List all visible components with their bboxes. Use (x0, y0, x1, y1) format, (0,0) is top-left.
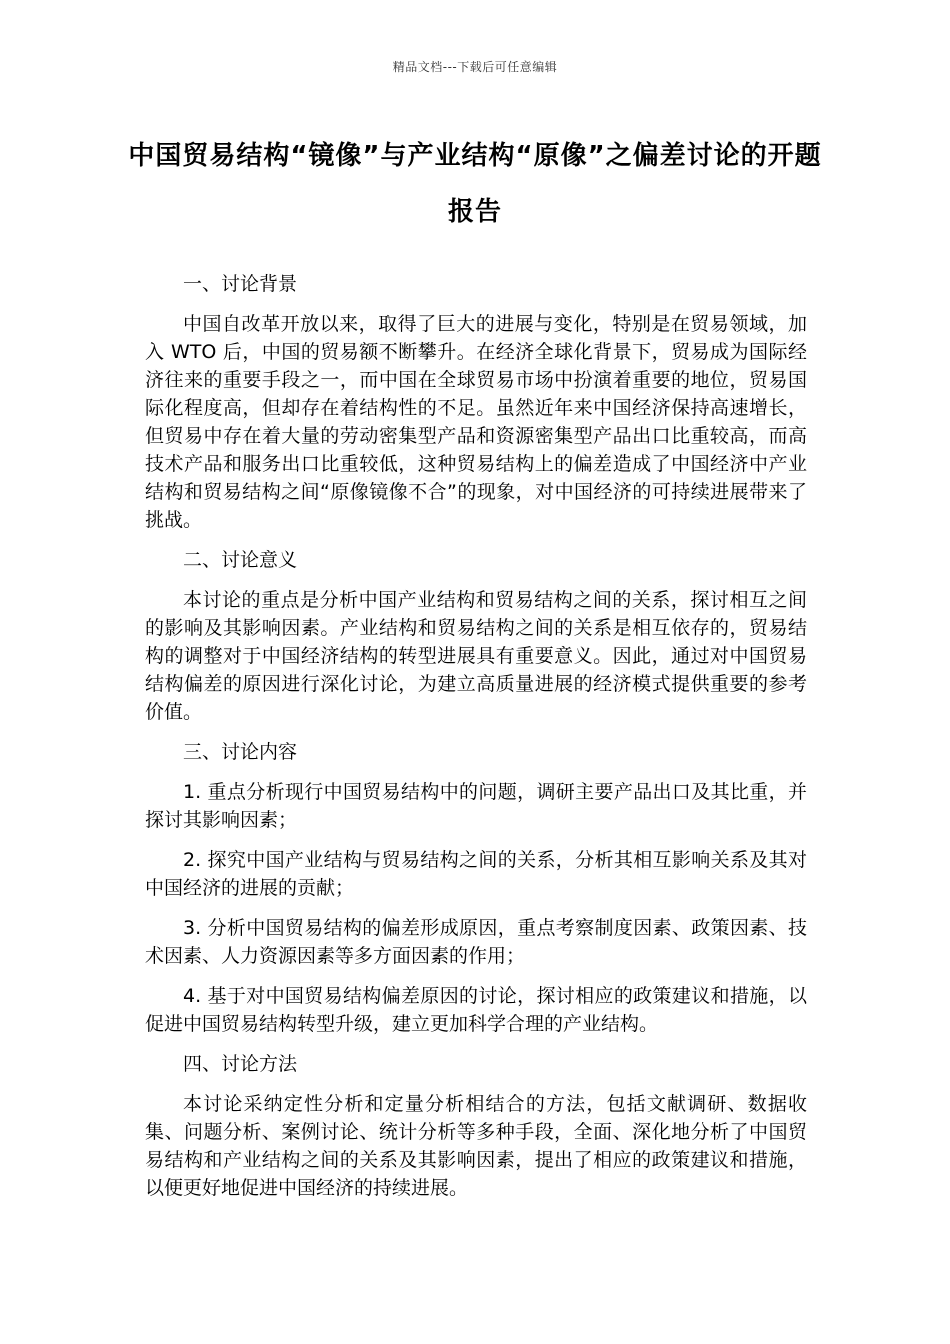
content-item-3: 3. 分析中国贸易结构的偏差形成原因，重点考察制度因素、政策因素、技术因素、人力资源因素等多方面因素的作用； (145, 917, 807, 967)
document-title: 中国贸易结构“镜像”与产业结构“原像”之偏差讨论的开题报告 (128, 141, 822, 227)
section-heading-content: 三、讨论内容 (183, 741, 298, 763)
section-heading-significance: 二、讨论意义 (183, 549, 298, 571)
section-heading-background: 一、讨论背景 (183, 273, 298, 295)
significance-paragraph: 本讨论的重点是分析中国产业结构和贸易结构之间的关系，探讨相互之间的影响及其影响因素。产业结构和贸易结构之间的关系是相互依存的，贸易结构的调整对于中国经济结构的转型进展具有重要意义。因此，通过对中国贸易结构偏差的原因进行深化讨论，为建立高质量进展的经济模式提供重要的参考价值。 (145, 589, 807, 723)
content-item-1: 1. 重点分析现行中国贸易结构中的问题，调研主要产品出口及其比重，并探讨其影响因素； (145, 781, 807, 831)
method-paragraph: 本讨论采纳定性分析和定量分析相结合的方法，包括文献调研、数据收集、问题分析、案例讨论、统计分析等多种手段，全面、深化地分析了中国贸易结构和产业结构之间的关系及其影响因素，提出了相应的政策建议和措施，以便更好地促进中国经济的持续进展。 (145, 1093, 807, 1199)
header-note: 精品文档---下载后可任意编辑 (392, 60, 558, 74)
document-body (145, 270, 807, 1214)
content-item-4: 4. 基于对中国贸易结构偏差原因的讨论，探讨相应的政策建议和措施，以促进中国贸易结构转型升级，建立更加科学合理的产业结构。 (145, 985, 807, 1035)
content-item-2: 2. 探究中国产业结构与贸易结构之间的关系，分析其相互影响关系及其对中国经济的进展的贡献； (145, 849, 807, 899)
background-paragraph: 中国自改革开放以来，取得了巨大的进展与变化，特别是在贸易领域，加入 WTO 后，中国的贸易额不断攀升。在经济全球化背景下，贸易成为国际经济往来的重要手段之一，而中国在全球贸易市场中扮演着重要的地位，贸易国际化程度高，但却存在着结构性的不足。虽然近年来中国经济保持高速增长，但贸易中存在着大量的劳动密集型产品和资源密集型产品出口比重较高，而高技术产品和服务出口比重较低，这种贸易结构上的偏差造成了中国经济中产业结构和贸易结构之间“原像镜像不合”的现象，对中国经济的可持续进展带来了挑战。 (145, 313, 807, 531)
section-heading-method: 四、讨论方法 (183, 1053, 298, 1075)
